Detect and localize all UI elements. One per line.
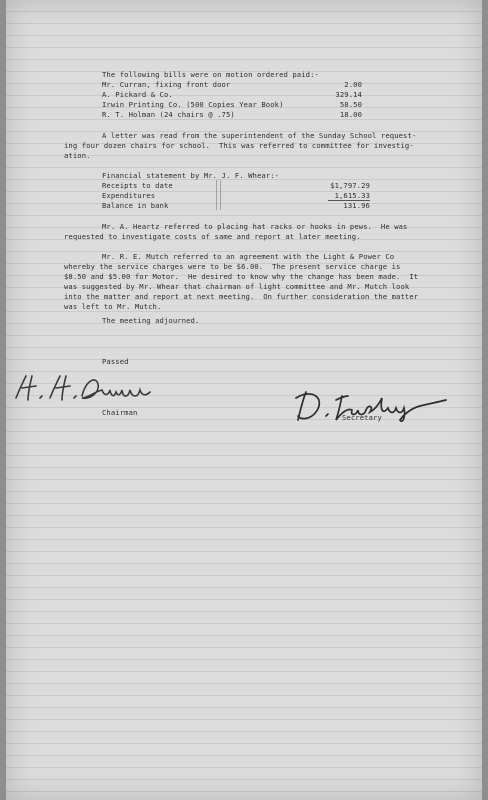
bill-amount: 2.00 <box>344 80 362 89</box>
bill-payee: Mr. Curran, fixing front door <box>102 80 231 89</box>
bill-payee: Irwin Printing Co. (500 Copies Year Book) <box>102 100 284 109</box>
paragraph-line: whereby the service charges were to be $6.00. The present service charge is <box>64 262 401 271</box>
passed-label: Passed <box>102 357 129 366</box>
financial-amount: 1,615.33 <box>334 191 370 200</box>
financial-label: Expenditures <box>102 191 156 200</box>
bill-amount: 58.50 <box>339 100 362 109</box>
margin-mark <box>220 180 221 210</box>
financial-label: Balance in bank <box>102 201 169 210</box>
paragraph-line: Mr. R. E. Mutch referred to an agreement with the Light & Power Co <box>102 252 395 261</box>
chairman-signature <box>10 370 160 406</box>
paragraph-line: $8.50 and $5.00 for Motor. He desired to know why the change has been made. It <box>64 272 419 281</box>
paragraph-line: was suggested by Mr. Whear that chairman of light committee and Mr. Mutch look <box>64 282 410 291</box>
paragraph-line: was left to Mr. Mutch. <box>64 302 162 311</box>
paragraph-line: Mr. A. Heartz referred to placing hat racks or hooks in pews. He was <box>102 222 408 231</box>
adjourned-line: The meeting adjourned. <box>102 316 200 325</box>
bills-intro: The following bills were on motion ordered paid:- <box>102 70 319 79</box>
bill-amount: 329.14 <box>335 90 362 99</box>
document-page <box>6 0 482 800</box>
margin-mark <box>216 180 217 210</box>
financial-amount: $1,797.29 <box>330 181 370 190</box>
paragraph-line: A letter was read from the superintendent of the Sunday School request- <box>102 131 417 140</box>
financial-amount: 131.96 <box>343 201 370 210</box>
paragraph-line: ing four dozen chairs for school. This was referred to committee for investig- <box>64 141 414 150</box>
bill-payee: A. Pickard & Co. <box>102 90 173 99</box>
chairman-label: Chairman <box>102 408 138 417</box>
financial-label: Receipts to date <box>102 181 173 190</box>
financial-heading: Financial statement by Mr. J. F. Whear:- <box>102 171 280 180</box>
paragraph-line: ation. <box>64 151 91 160</box>
bill-amount: 18.00 <box>339 110 362 119</box>
paragraph-line: requested to investigate costs of same and report at later meeting. <box>64 232 361 241</box>
paragraph-line: into the matter and report at next meeting. On further consideration the matter <box>64 292 419 301</box>
bill-payee: R. T. Holman (24 chairs @ .75) <box>102 110 235 119</box>
secretary-label: Secretary <box>342 413 382 422</box>
